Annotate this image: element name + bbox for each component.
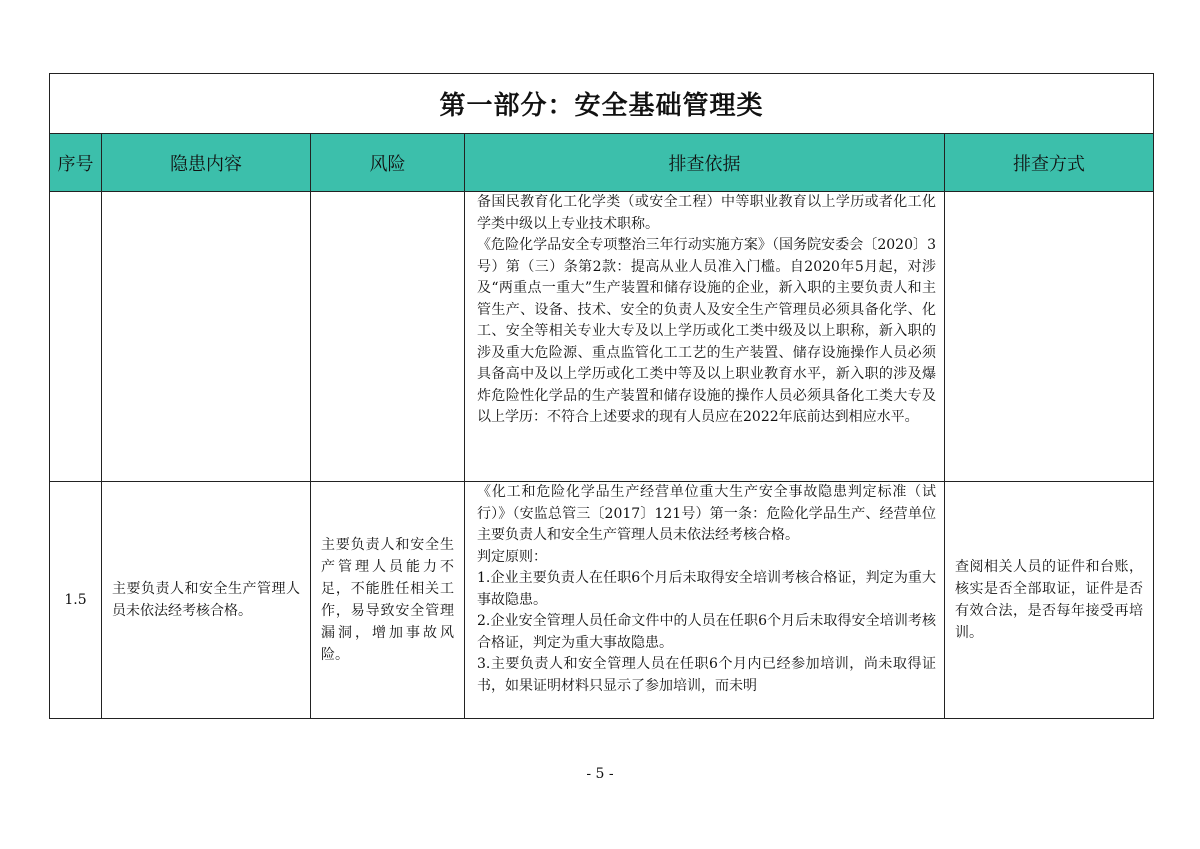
header-risk: 风险: [311, 134, 465, 192]
cell-basis: [465, 482, 945, 719]
header-no: 序号: [50, 134, 102, 192]
cell-no: 1.5: [50, 482, 102, 719]
basis-paragraph: 2.企业安全管理人员任命文件中的人员在任职6个月后未取得安全培训考核合格证，判定为重大事故隐患。: [477, 613, 936, 651]
table-row: [50, 482, 1154, 719]
header-method: 排查方式: [945, 134, 1154, 192]
basis-paragraph: 1.企业主要负责人在任职6个月后未取得安全培训考核合格证，判定为重大事故隐患。: [477, 570, 936, 608]
page-number: - 5 -: [586, 766, 614, 782]
cell-hazard: 主要负责人和安全生产管理人员未依法经考核合格。: [102, 482, 311, 719]
basis-paragraph: 《危险化学品安全专项整治三年行动实施方案》（国务院安委会〔2020〕3号）第（三）条第2款：提高从业人员准入门槛。自2020年5月起，对涉及“两重点一重大”生产装置和储存设施的企业，新入职的主要负责人和主管生产、设备、技术、安全的负责人及安全生产管理员必须具备化学、化工、安全等相关专业大专及以上学历或化工类中级及以上职称，新入职的涉及重大危险源、重点监管化工工艺的生产装置、储存设施操作人员必须具备高中及以上学历或化工类中等及以上职业教育水平，新入职的涉及爆炸危险性化学品的生产装置和储存设施的操作人员必须具备化工类大专及以上学历：不符合上述要求的现有人员应在2022年底前达到相应水平。: [477, 237, 936, 425]
header-row: [50, 134, 1154, 192]
cell-basis: [465, 192, 945, 482]
basis-paragraph: 备国民教育化工化学类（或安全工程）中等职业教育以上学历或者化工化学类中级以上专业技术职称。: [477, 194, 936, 232]
header-hazard: 隐患内容: [102, 134, 311, 192]
cell-method: 查阅相关人员的证件和台账，核实是否全部取证，证件是否有效合法，是否每年接受再培训。: [945, 482, 1154, 719]
section-title: 第一部分：安全基础管理类: [50, 74, 1154, 134]
cell-hazard: [102, 192, 311, 482]
hazard-table: [49, 73, 1154, 719]
basis-paragraph: 3.主要负责人和安全管理人员在任职6个月内已经参加培训，尚未取得证书，如果证明材料只显示了参加培训，而未明: [477, 656, 936, 694]
header-basis: 排查依据: [465, 134, 945, 192]
cell-risk: 主要负责人和安全生产管理人员能力不足，不能胜任相关工作，易导致安全管理漏洞，增加事故风险。: [311, 482, 465, 719]
cell-no: [50, 192, 102, 482]
basis-paragraph: 判定原则：: [477, 548, 547, 565]
table-row: [50, 192, 1154, 482]
basis-paragraph: 《化工和危险化学品生产经营单位重大生产安全事故隐患判定标准（试行）》（安监总管三〔2017〕121号）第一条：危险化学品生产、经营单位主要负责人和安全生产管理人员未依法经考核合格。: [477, 484, 936, 543]
cell-risk: [311, 192, 465, 482]
cell-method: [945, 192, 1154, 482]
